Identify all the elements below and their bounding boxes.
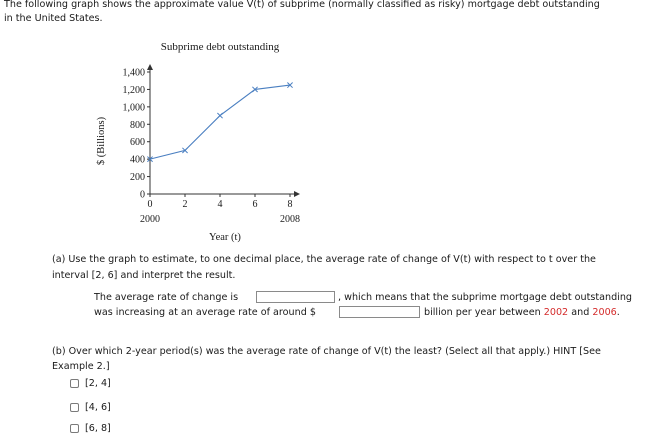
chart-title: Subprime debt outstanding: [160, 41, 280, 53]
y-tick-label: 600: [130, 137, 145, 149]
rate-line-prefix: was increasing at an average rate of around $: [94, 307, 316, 318]
intro-line-2: in the United States.: [4, 13, 103, 24]
y-tick-label: 200: [130, 172, 145, 184]
answer-suffix: , which means that the subprime mortgage debt outstanding: [338, 292, 633, 303]
intro-line-1: The following graph shows the approximate value V(t) of subprime (normally classified as risky) mortgage debt outstanding: [4, 0, 600, 10]
year-start: 2002: [543, 307, 569, 318]
part-b-question-line-2: Example 2.]: [52, 361, 110, 372]
y-tick-label: 400: [130, 154, 145, 166]
y-axis-label: $ (Billions): [96, 116, 107, 166]
checkbox-4-6[interactable]: [70, 403, 79, 412]
x-tick-label: 8: [287, 199, 293, 210]
and-text: and: [571, 307, 590, 318]
series-line: [150, 85, 290, 159]
x-tick-label: 0: [147, 199, 153, 210]
part-a-question-line-1: (a) Use the graph to estimate, to one decimal place, the average rate of change of V(t) with respect to t over the: [52, 254, 596, 265]
part-b-question-line-1: (b) Over which 2-year period(s) was the average rate of change of V(t) the least? (Select all that apply.) HINT [See: [52, 346, 601, 357]
y-axis-arrow: [147, 64, 153, 70]
x-tick-label: 2: [182, 199, 188, 210]
x-axis-arrow: [294, 191, 300, 197]
y-tick-label: 1,400: [122, 67, 145, 79]
checkbox-6-8[interactable]: [70, 424, 79, 433]
rate-billion-input[interactable]: [339, 306, 420, 318]
x-axis-label: Year (t): [209, 232, 241, 243]
y-tick-label: 1,200: [122, 84, 145, 96]
answer-prefix: The average rate of change is: [94, 292, 239, 303]
y-tick-label: 800: [130, 119, 145, 131]
chart-container: [90, 36, 320, 246]
checkbox-2-4[interactable]: [70, 379, 79, 388]
option-4-6[interactable]: [70, 402, 111, 413]
x-year-label-end: 2008: [280, 214, 300, 225]
option-2-4[interactable]: [70, 378, 111, 389]
data-point-marker: [217, 113, 222, 118]
subprime-debt-chart: [90, 36, 320, 246]
average-rate-input[interactable]: [256, 291, 335, 303]
option-2-4-label: [2, 4]: [85, 378, 111, 389]
y-tick-label: 0: [140, 189, 145, 201]
billion-per-year-text: billion per year between: [424, 307, 541, 318]
option-6-8[interactable]: [70, 423, 111, 434]
x-tick-label: 6: [252, 199, 258, 210]
option-6-8-label: [6, 8]: [85, 423, 111, 434]
rate-line-suffix: [424, 307, 620, 318]
part-a-question-line-2: interval [2, 6] and interpret the result.: [52, 270, 236, 281]
x-tick-label: 4: [217, 199, 223, 210]
period-text: .: [616, 307, 620, 318]
option-4-6-label: [4, 6]: [85, 402, 111, 413]
y-tick-label: 1,000: [122, 102, 145, 114]
year-end: 2006: [592, 307, 617, 318]
x-year-label-start: 2000: [140, 214, 160, 225]
